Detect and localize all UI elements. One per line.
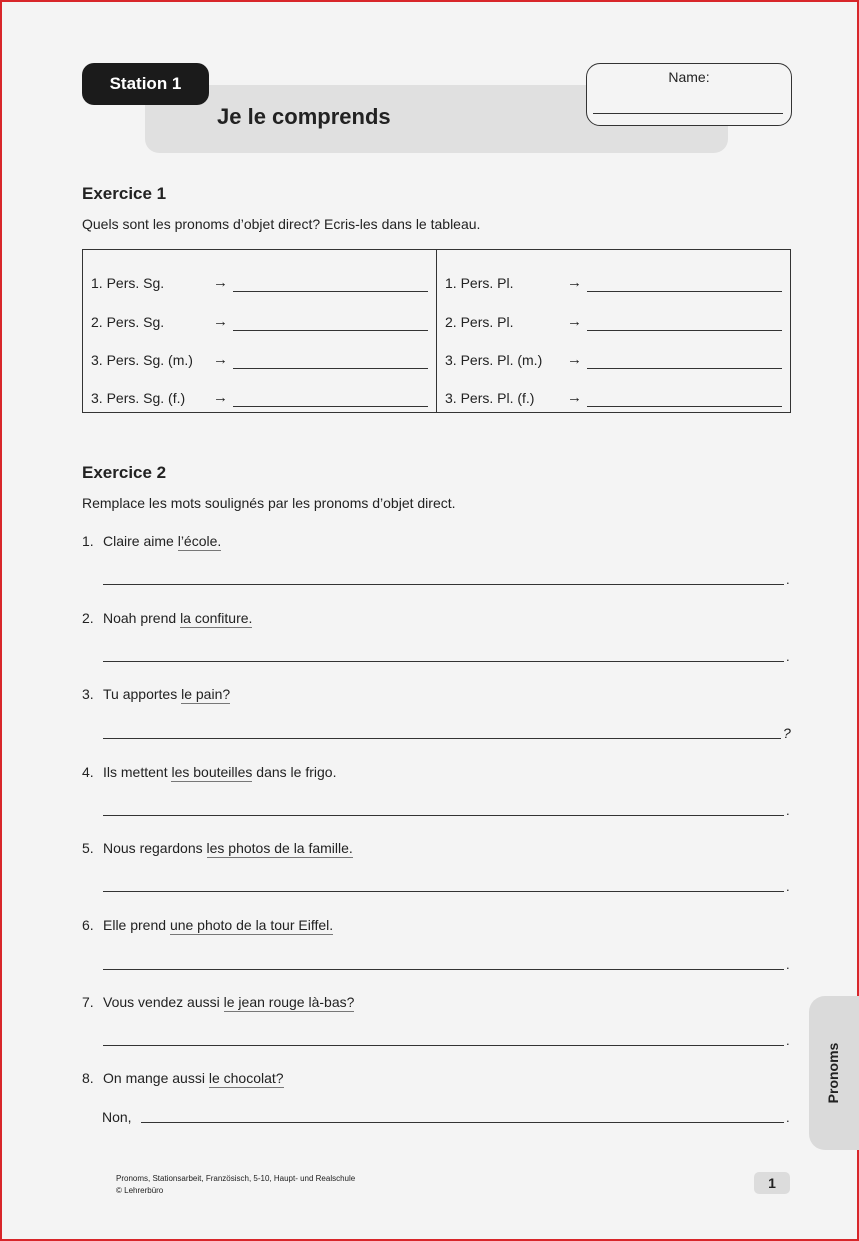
answer-line[interactable] [103, 815, 784, 816]
question-item [82, 840, 353, 856]
row-label: 3. Pers. Sg. (m.) [91, 352, 193, 368]
underlined-words: les bouteilles [171, 764, 253, 780]
question-item [82, 1070, 284, 1086]
question-text-after: dans le frigo. [252, 764, 337, 780]
answer-end-punctuation: . [786, 572, 790, 587]
page-title: Je le comprends [217, 104, 391, 129]
answer-blank[interactable] [587, 368, 782, 369]
answer-blank[interactable] [233, 406, 428, 407]
answer-line[interactable] [103, 738, 781, 739]
arrow-icon: → [567, 274, 582, 291]
question-text: Tu apportes [103, 686, 182, 702]
arrow-icon: → [567, 313, 582, 330]
answer-line[interactable] [103, 969, 784, 970]
underlined-words: l’école. [177, 533, 222, 549]
answer-end-punctuation: . [786, 649, 790, 664]
footer-copyright: © Lehrerbüro [116, 1186, 164, 1195]
question-number: 6. [82, 917, 94, 933]
exercise-1-title: Exercice 1 [82, 184, 167, 203]
question-item [82, 994, 354, 1010]
underlined-words: la confiture. [180, 610, 253, 626]
page-number: 1 [754, 1172, 790, 1194]
question-text: Vous vendez aussi [103, 994, 224, 1010]
answer-blank[interactable] [233, 291, 428, 292]
answer-line[interactable] [141, 1122, 784, 1123]
question-text: Noah prend [103, 610, 181, 626]
arrow-icon: → [213, 313, 228, 330]
answer-end-punctuation: . [786, 879, 790, 894]
underlined-words: le chocolat? [208, 1070, 284, 1086]
question-number: 4. [82, 764, 94, 780]
arrow-icon: → [567, 351, 582, 368]
answer-line[interactable] [103, 891, 784, 892]
name-field[interactable] [593, 113, 783, 114]
footer-source: Pronoms, Stationsarbeit, Französisch, 5-10, Haupt- und Realschule [116, 1174, 356, 1183]
arrow-icon: → [213, 389, 228, 406]
row-label: 2. Pers. Pl. [445, 314, 514, 330]
station-label: Station 1 [82, 63, 209, 105]
underlined-words: une photo de la tour Eiffel. [169, 917, 334, 933]
underlined-words: le pain? [181, 686, 231, 702]
answer-blank[interactable] [587, 406, 782, 407]
answer-prefix: Non, [102, 1109, 132, 1125]
underlined-words: les photos de la famille. [206, 840, 353, 856]
arrow-icon: → [567, 389, 582, 406]
exercise-2-instruction: Remplace les mots soulignés par les pronoms d’objet direct. [82, 495, 456, 511]
answer-end-punctuation: . [786, 1033, 790, 1048]
answer-line[interactable] [103, 1045, 784, 1046]
side-tab-label: Pronoms [825, 1042, 841, 1104]
question-number: 5. [82, 840, 94, 856]
name-label: Name: [668, 69, 710, 85]
table-divider [436, 250, 437, 412]
pronoun-table [82, 249, 791, 413]
answer-end-punctuation: . [786, 1110, 790, 1125]
question-number: 7. [82, 994, 94, 1010]
underlined-words: le jean rouge là-bas? [223, 994, 355, 1010]
arrow-icon: → [213, 274, 228, 291]
row-label: 3. Pers. Pl. (m.) [445, 352, 543, 368]
row-label: 3. Pers. Pl. (f.) [445, 390, 535, 406]
question-number: 1. [82, 533, 94, 549]
row-label: 2. Pers. Sg. [91, 314, 165, 330]
exercise-2-title: Exercice 2 [82, 463, 167, 482]
arrow-icon: → [213, 351, 228, 368]
answer-blank[interactable] [233, 368, 428, 369]
row-label: 3. Pers. Sg. (f.) [91, 390, 186, 406]
row-label: 1. Pers. Pl. [445, 275, 514, 291]
question-item [82, 686, 230, 702]
question-text: On mange aussi [103, 1070, 209, 1086]
answer-blank[interactable] [587, 291, 782, 292]
question-number: 3. [82, 686, 94, 702]
question-number: 8. [82, 1070, 94, 1086]
question-item [82, 610, 252, 626]
answer-line[interactable] [103, 661, 784, 662]
question-item [82, 764, 336, 780]
question-text: Elle prend [103, 917, 170, 933]
name-box [586, 63, 792, 126]
answer-end-punctuation: . [786, 957, 790, 972]
answer-end-punctuation: . [786, 803, 790, 818]
answer-end-punctuation: ? [783, 725, 791, 741]
question-text: Nous regardons [103, 840, 207, 856]
exercise-1-instruction: Quels sont les pronoms d’objet direct? Ecris-les dans le tableau. [82, 216, 481, 232]
row-label: 1. Pers. Sg. [91, 275, 165, 291]
question-number: 2. [82, 610, 94, 626]
question-text: Claire aime [103, 533, 178, 549]
answer-blank[interactable] [587, 330, 782, 331]
question-text: Ils mettent [103, 764, 172, 780]
answer-line[interactable] [103, 584, 784, 585]
question-item [82, 533, 221, 549]
answer-blank[interactable] [233, 330, 428, 331]
question-item [82, 917, 333, 933]
